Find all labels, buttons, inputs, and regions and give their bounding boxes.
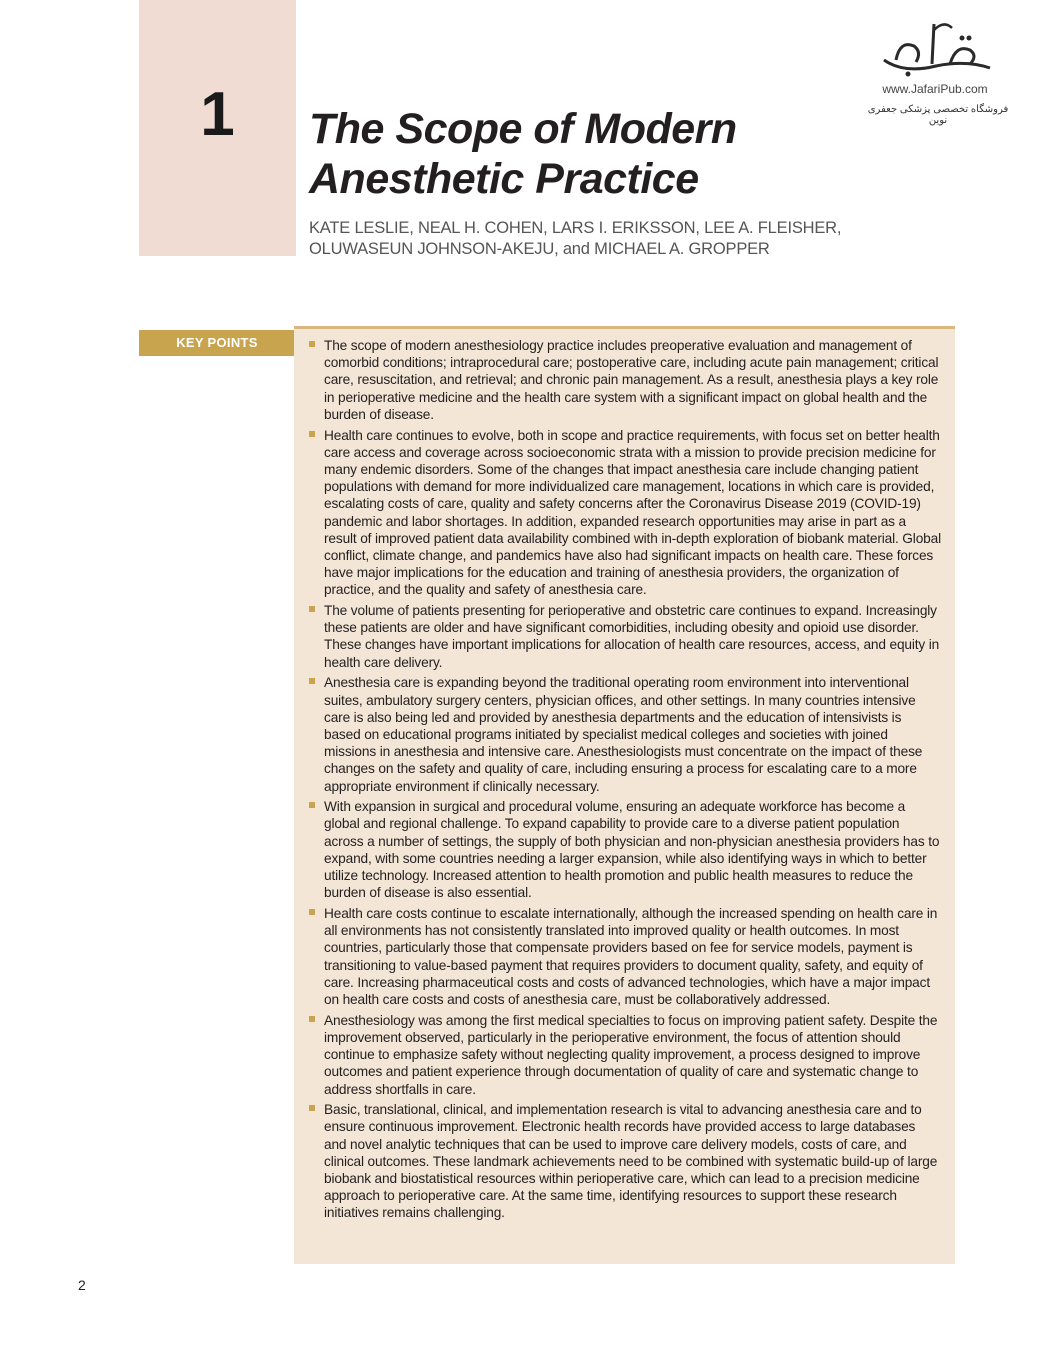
square-bullet-icon xyxy=(309,909,315,915)
chapter-title xyxy=(309,104,829,204)
chapter-title-line-1: The Scope of Modern xyxy=(309,105,737,153)
key-point-text: The volume of patients presenting for perioperative and obstetric care continues to expand. Increasingly these patients are older and have significant comorbidities, including obesity and opioid use disorder. These changes have important implications for allocation of health care resources, access, and equity in health care delivery. xyxy=(324,603,940,670)
chapter-number: 1 xyxy=(200,80,235,149)
authors-line-2: OLUWASEUN JOHNSON-AKEJU, and MICHAEL A. GROPPER xyxy=(309,240,770,258)
key-point-item xyxy=(324,602,941,671)
square-bullet-icon xyxy=(309,1016,315,1022)
key-point-text: With expansion in surgical and procedural volume, ensuring an adequate workforce has become a global and regional challenge. To expand capability to provide care to a diverse patient population across a number of settings, the supply of both physician and non-physician anesthesia providers has to expand, with some countries needing a larger expansion, while also identifying ways in which to better utilize technology. Increased attention to health promotion and public health measures to reduce the burden of disease is also essential. xyxy=(324,799,940,901)
authors-line-1: KATE LESLIE, NEAL H. COHEN, LARS I. ERIKSSON, LEE A. FLEISHER, xyxy=(309,219,842,237)
square-bullet-icon xyxy=(309,678,315,684)
key-point-item xyxy=(324,674,941,794)
key-point-item xyxy=(324,798,941,901)
key-point-text: Basic, translational, clinical, and implementation research is vital to advancing anesthesia care and to ensure continuous improvement. Electronic health records have provided access to large databases and novel analytic techniques that can be used to improve care delivery models, costs of care, and clinical outcomes. These landmark achievements need to be combined with systematic build-up of large biobank and biostatistical resources within perioperative care, which can lead to a precision medicine approach to perioperative care. At the same time, identifying resources to support these research initiatives remains challenging. xyxy=(324,1102,938,1221)
page-number: 2 xyxy=(78,1277,86,1293)
chapter-title-line-2: Anesthetic Practice xyxy=(309,155,699,203)
key-point-text: Health care costs continue to escalate internationally, although the increased spending on health care in all environments has not consistently translated into improved quality or health outcomes. In most countries, particularly those that compensate providers based on fee for service models, payment is transitioning to value-based payment that requires providers to document quality, safety, and equity of care. Increasing pharmaceutical costs and costs of advanced technologies, which have a major impact on health care costs and costs of anesthesia care, must be collaboratively addressed. xyxy=(324,906,938,1008)
jafari-calligraphy-logo-icon xyxy=(874,16,998,80)
square-bullet-icon xyxy=(309,802,315,808)
watermark-subtitle: فروشگاه تخصصی پزشکی جعفری نوین xyxy=(867,104,1009,126)
publisher-watermark xyxy=(858,16,1023,124)
key-point-item xyxy=(324,427,941,599)
key-point-text: Anesthesia care is expanding beyond the traditional operating room environment into interventional suites, ambulatory surgery centers, physician offices, and other settings. In many countries intensive care is also being led and provided by anesthesia departments and the education of intensivists is based on educational programs initiated by specialist medical colleges and societies with joined missions in anesthesia and intensive care. Anesthesiologists must concentrate on the impact of these changes on the safety and quality of care, including ensuring a process for escalating care to a more appropriate environment if clinically necessary. xyxy=(324,675,923,794)
key-point-item xyxy=(324,905,941,1008)
square-bullet-icon xyxy=(309,1105,315,1111)
key-point-item xyxy=(324,1101,941,1221)
square-bullet-icon xyxy=(309,341,315,347)
key-points-label: KEY POINTS xyxy=(139,330,295,356)
key-point-text: Health care continues to evolve, both in scope and practice requirements, with focus set on better health care access and coverage across socioeconomic strata with a mission to provide precision medicine for many endemic disorders. Some of the changes that impact anesthesia care include changing patient populations with demand for more individualized care management, locations in which care is provided, escalating costs of care, quality and safety concerns after the Coronavirus Disease 2019 (COVID-19) pandemic and labor shortages. In addition, expanded research opportunities may arise in part as a result of improved patient data availability combined with in-depth exploration of biobank material. Global conflict, climate change, and pandemics have also had significant impacts on health care. These forces have major implications for the education and training of anesthesia providers, the organization of practice, and the quality and safety of anesthesia care. xyxy=(324,427,941,598)
key-point-item xyxy=(324,337,941,423)
square-bullet-icon xyxy=(309,431,315,437)
square-bullet-icon xyxy=(309,606,315,612)
key-point-item xyxy=(324,1012,941,1098)
key-point-text: The scope of modern anesthesiology practice includes preoperative evaluation and management of comorbid conditions; intraprocedural care; postoperative care, including acute pain management; critical care, resuscitation, and retrieval; and chronic pain management. As a result, anesthesia plays a key role in perioperative medicine and the health care system with a significant impact on global health and the burden of disease. xyxy=(324,338,939,422)
key-points-box xyxy=(294,326,955,1264)
key-point-text: Anesthesiology was among the first medical specialties to focus on improving patient safety. Despite the improvement observed, particularly in the perioperative environment, the focus of attention should continue to emphasize safety without neglecting quality improvement, a process designed to improve outcomes and patient experience through documentation of quality of care and systematic change to address shortfalls in care. xyxy=(324,1012,938,1097)
chapter-authors xyxy=(309,218,869,260)
watermark-url: www.JafariPub.com xyxy=(882,82,988,96)
